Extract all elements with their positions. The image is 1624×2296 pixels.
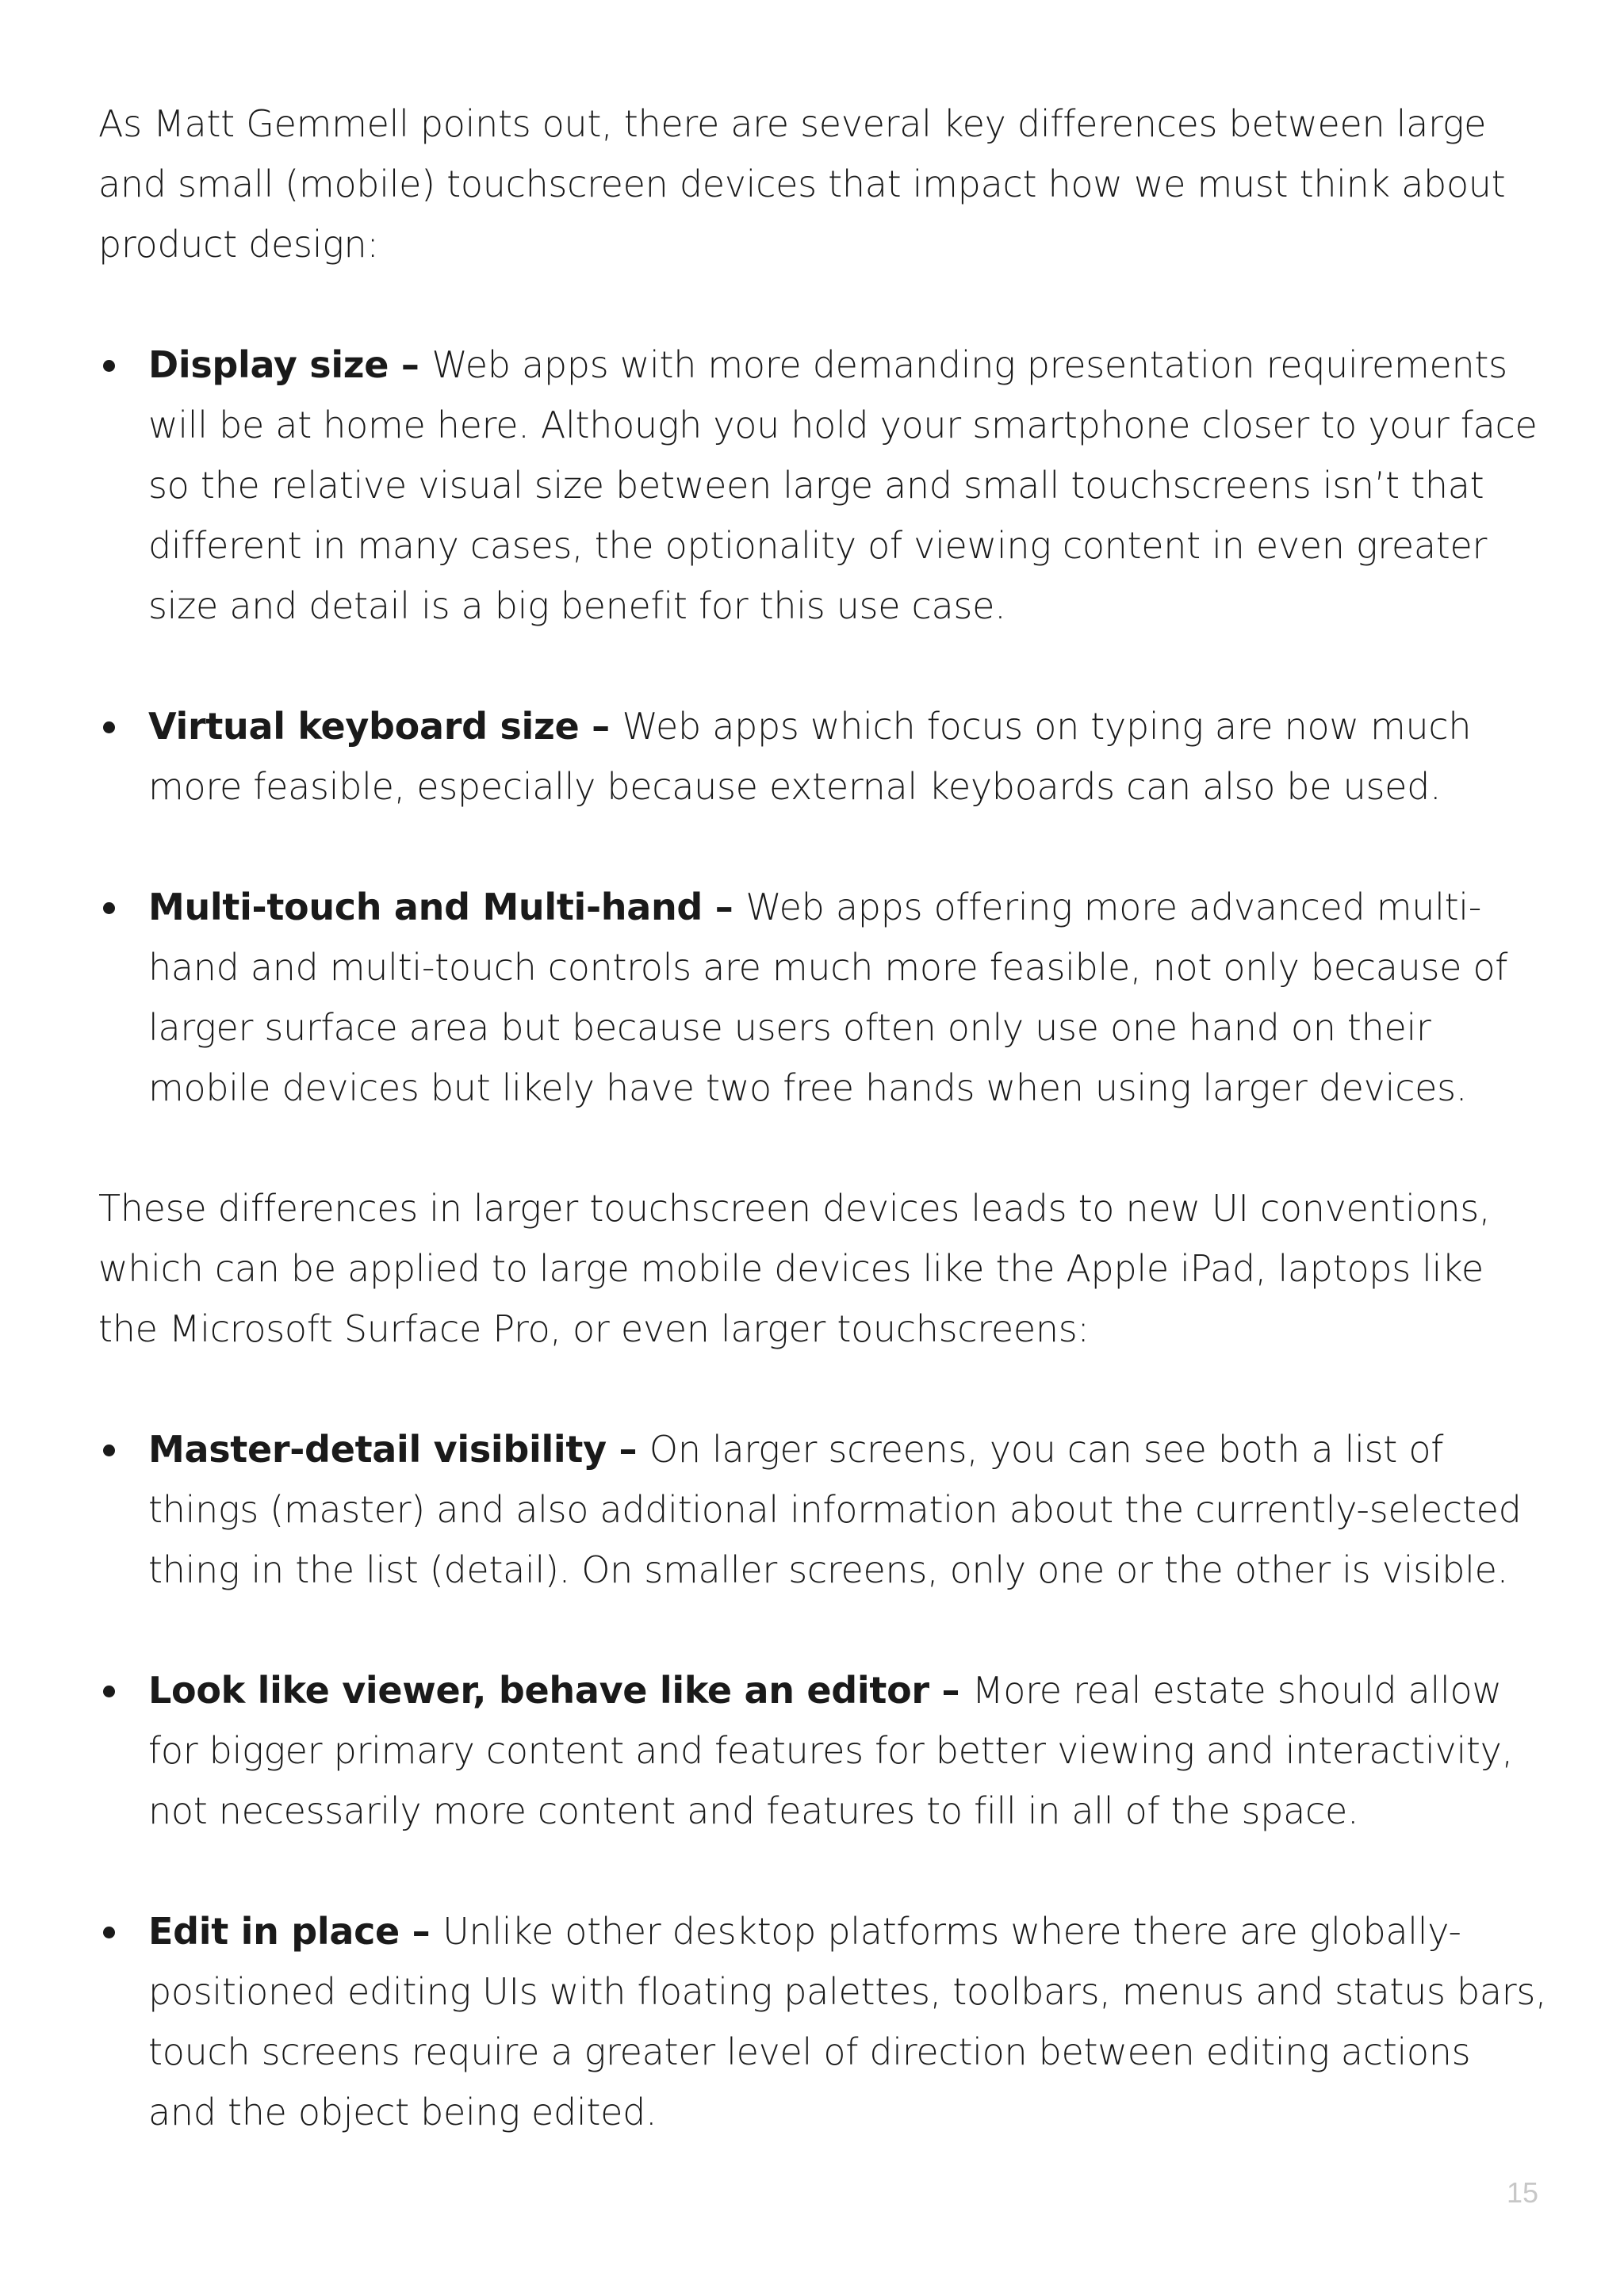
- list-item: [98, 335, 1549, 636]
- list-item-term: Virtual keyboard size –: [148, 705, 622, 748]
- list-item-term: Master-detail visibility –: [148, 1428, 649, 1471]
- bullet-icon: [103, 1927, 115, 1938]
- bullet-icon: [103, 721, 115, 733]
- list-item: [98, 877, 1549, 1118]
- list-item-text: On larger screens, you can see both a list of things (master) and also additional information about the currently-selected thing in the list (detail). On smaller screens, only one or the other is visible.: [148, 1428, 1522, 1591]
- bullet-icon: [103, 902, 115, 914]
- list-item-term: Edit in place –: [148, 1910, 443, 1953]
- list-item-term: Display size –: [148, 343, 432, 386]
- bullet-icon: [103, 1445, 115, 1456]
- conventions-list: [98, 1419, 1549, 2142]
- list-item-text: Web apps with more demanding presentation requirements will be at home here. Although you hold your smartphone closer to your face so the relative visual size between large and small touchscreens isn’t that different in many cases, the optionality of viewing content in even greater size and detail is a big benefit for this use case.: [148, 343, 1538, 627]
- conventions-paragraph: These differences in larger touchscreen devices leads to new UI conventions, which can be applied to large mobile devices like the Apple iPad, laptops like the Microsoft Surface Pro, or even larger touchscreens:: [98, 1187, 1491, 1350]
- list-item-term: Multi-touch and Multi-hand –: [148, 886, 746, 928]
- bullet-icon: [103, 1686, 115, 1697]
- differences-list: [98, 335, 1549, 1118]
- list-item: [98, 1901, 1549, 2142]
- list-item-term: Look like viewer, behave like an editor –: [148, 1669, 972, 1712]
- page-number: 15: [1506, 2176, 1538, 2209]
- intro-paragraph: As Matt Gemmell points out, there are several key differences between large and small (mobile) touchscreen devices that impact how we must think about product design:: [98, 102, 1506, 266]
- list-item: [98, 1660, 1549, 1841]
- list-item: [98, 696, 1549, 817]
- list-item-text: Web apps which focus on typing are now much more feasible, especially because external keyboards can also be used.: [148, 705, 1472, 808]
- bullet-icon: [103, 360, 115, 372]
- list-item-text: More real estate should allow for bigger primary content and features for better viewing and interactivity, not necessarily more content and features to fill in all of the space.: [148, 1669, 1513, 1832]
- page-content: [98, 94, 1549, 2142]
- list-item: [98, 1419, 1549, 1600]
- list-item-text: Unlike other desktop platforms where there are globally-positioned editing UIs with floating palettes, toolbars, menus and status bars, touch screens require a greater level of direction between editing actions and the object being edited.: [148, 1910, 1547, 2133]
- list-item-text: Web apps offering more advanced multi-hand and multi-touch controls are much more feasible, not only because of larger surface area but because users often only use one hand on their mobile devices but likely have two free hands when using larger devices.: [148, 886, 1508, 1109]
